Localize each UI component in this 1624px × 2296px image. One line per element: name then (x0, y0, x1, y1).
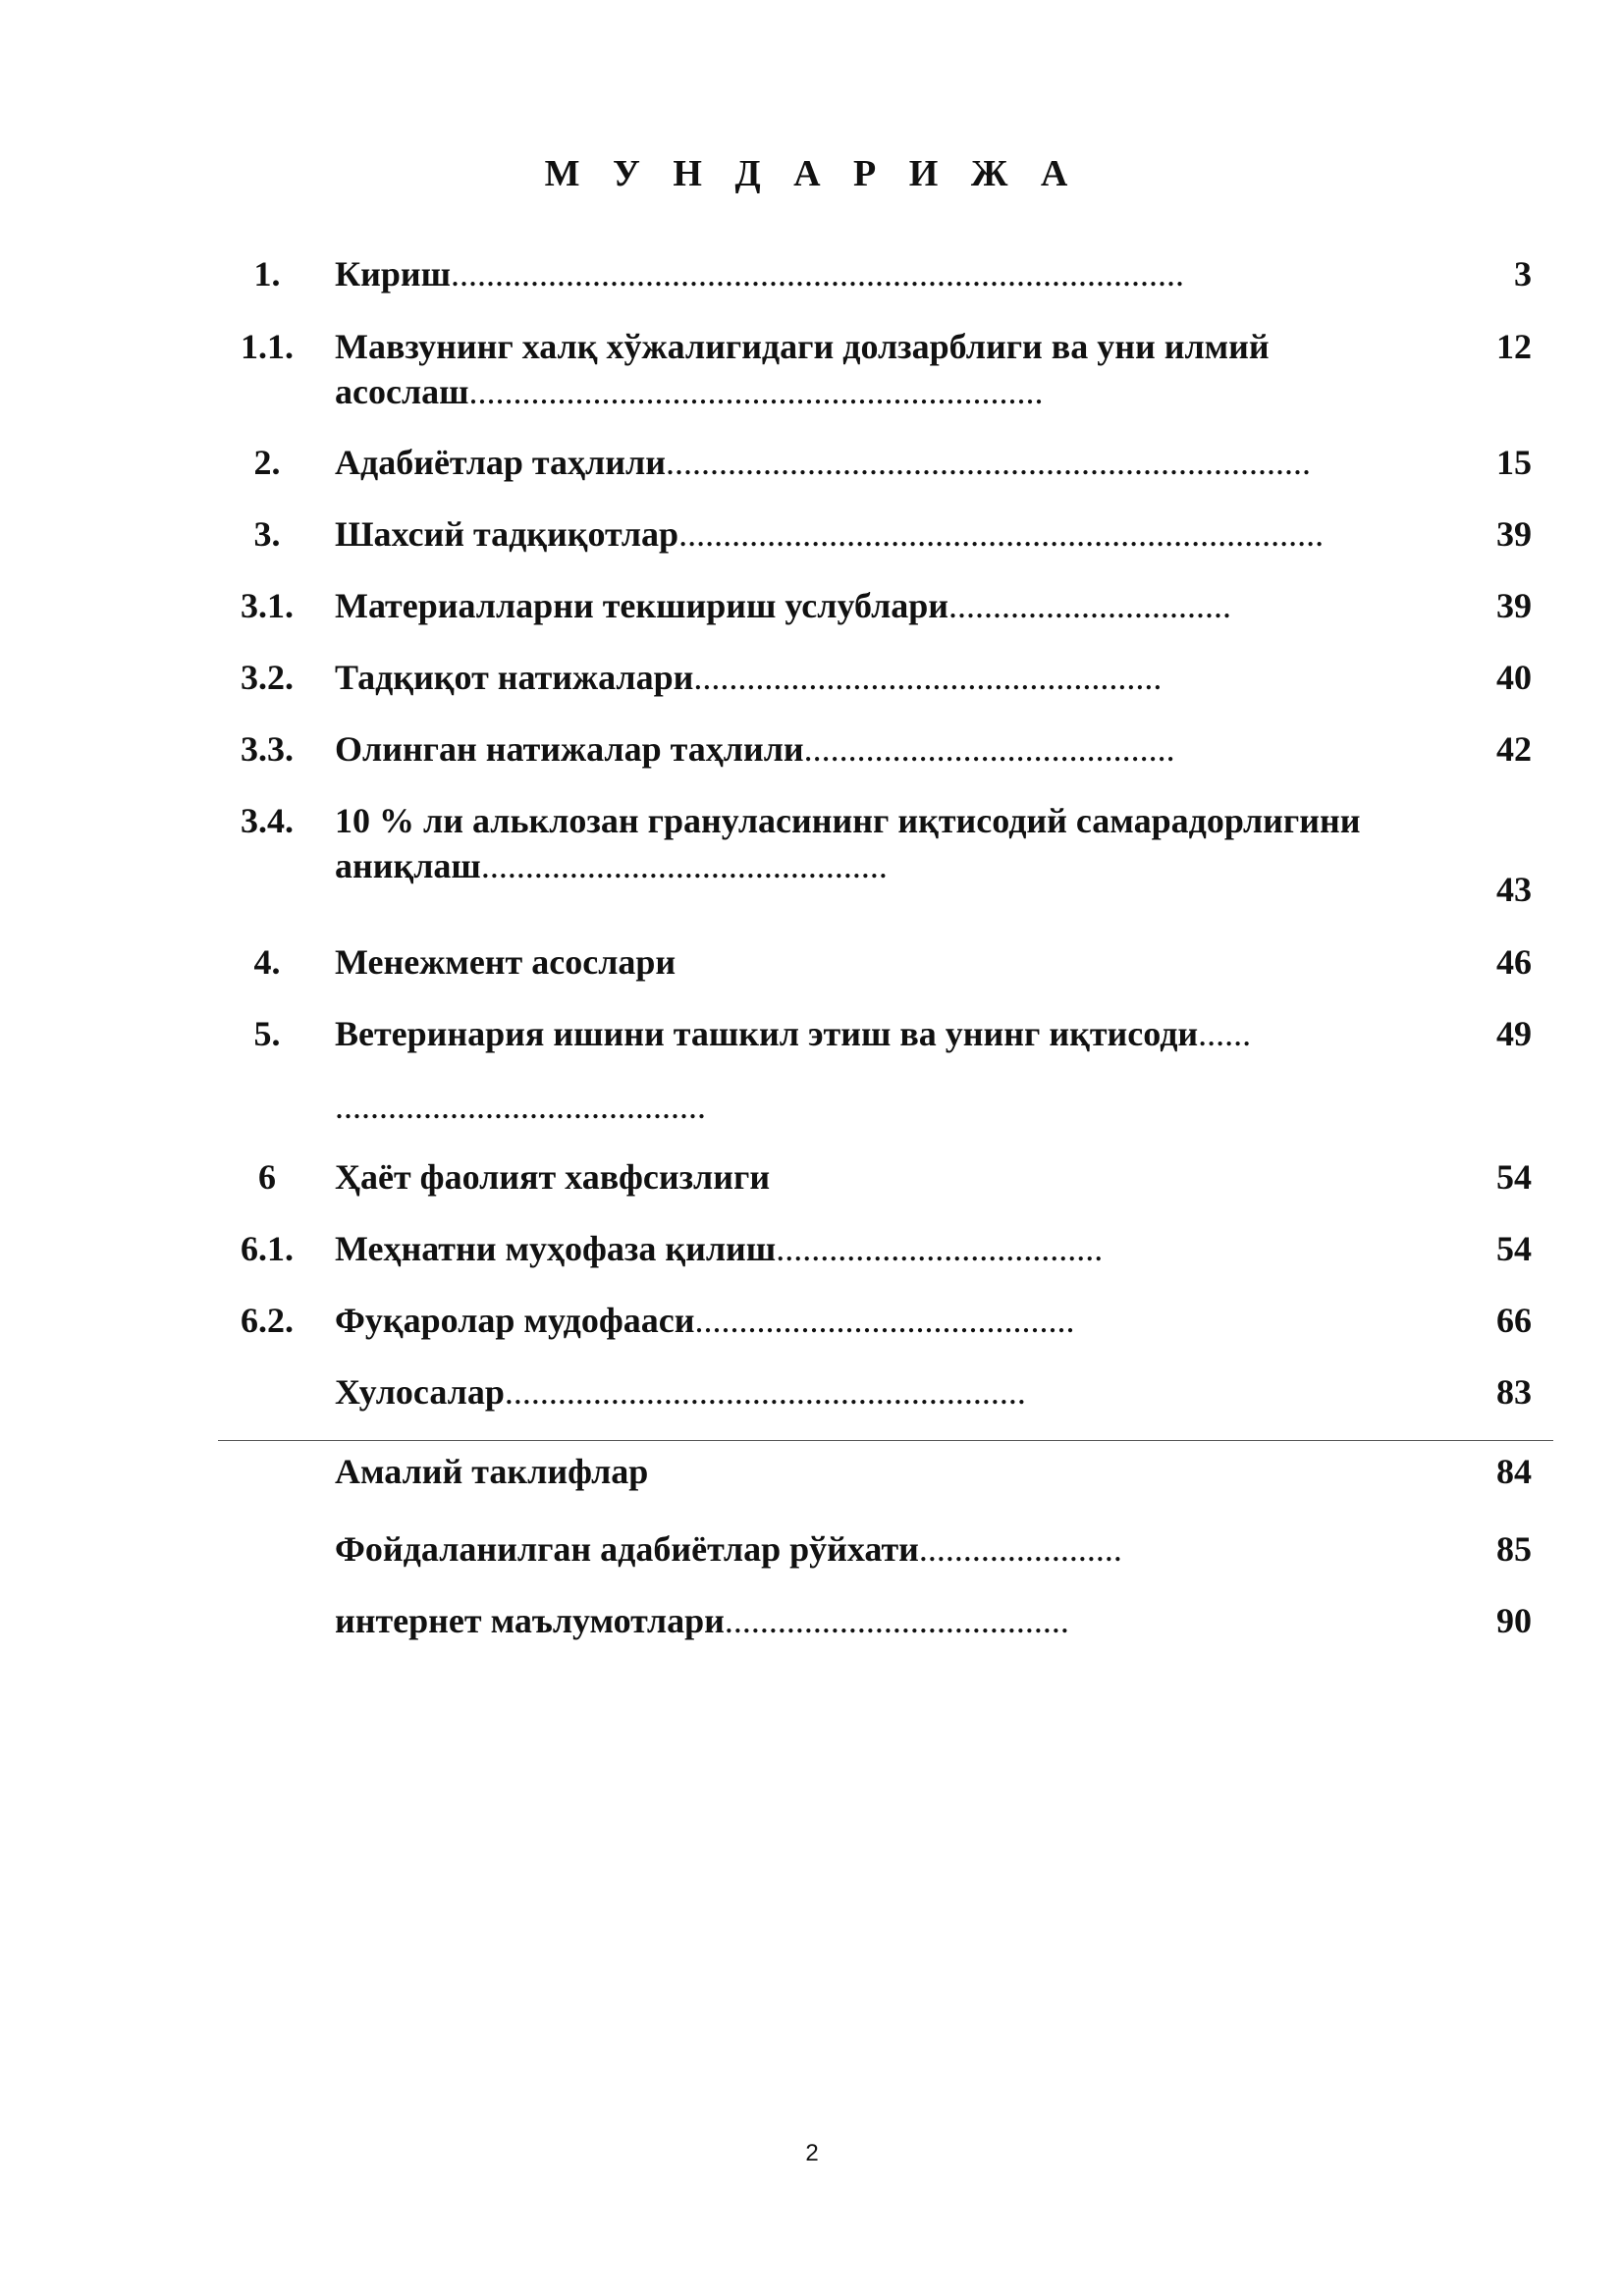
toc-entry-leader: ................................ (948, 586, 1232, 625)
toc-entry-label: Тадқиқот натижалари (335, 658, 694, 697)
toc-entry-label: Меҳнатни муҳофаза қилиш (335, 1229, 777, 1268)
toc-entry-number: 6.2. (241, 1301, 294, 1340)
toc-entry-page: 54 (1496, 1157, 1532, 1197)
toc-entry-leader-continued: .......................................... (335, 1087, 706, 1126)
toc-entry-number: 1.1. (241, 327, 294, 366)
toc-entry-page: 39 (1496, 586, 1532, 625)
toc-entry-leader: ...... (1198, 1014, 1252, 1053)
toc-entry-title (335, 1598, 1474, 1643)
toc-entry-page: 46 (1496, 942, 1532, 982)
toc-entry-label: Фуқаролар мудофааси (335, 1301, 695, 1340)
toc-entry-label: Фойдаланилган адабиётлар рўйхати (335, 1529, 919, 1569)
toc-entry-number: 4. (253, 942, 281, 982)
toc-entry-title (335, 1226, 1474, 1271)
toc-entry-page: 84 (1496, 1452, 1532, 1491)
toc-entry-page: 90 (1496, 1601, 1532, 1640)
table-divider-line (218, 1440, 1553, 1441)
toc-entry-title (335, 583, 1474, 628)
toc-entry-number: 2. (253, 443, 281, 482)
toc-entry-page: 83 (1496, 1372, 1532, 1412)
toc-entry-leader: ....................................... (724, 1601, 1069, 1640)
toc-entry-label: Адабиётлар таҳлили (335, 443, 666, 482)
toc-entry-title (335, 440, 1474, 485)
toc-entry-page: 49 (1496, 1014, 1532, 1053)
toc-entry-label: Амалий таклифлар (335, 1452, 649, 1491)
toc-entry-title (335, 798, 1474, 888)
toc-entry-label: 10 % ли альклозан грануласининг иқтисодий самарадорлигини (335, 801, 1361, 840)
toc-entry-label: Ветеринария ишини ташкил этиш ва унинг иқтисоди (335, 1014, 1199, 1053)
toc-entry-page: 54 (1496, 1229, 1532, 1268)
toc-entry-label: Хулосалар (335, 1372, 505, 1412)
toc-entry-title (335, 726, 1474, 772)
toc-entry-leader: ......................................................................... (665, 443, 1311, 482)
toc-entry-number: 3.3. (241, 729, 294, 769)
toc-entry-number: 6 (258, 1157, 276, 1197)
toc-entry-label: Шахсий тадқиқотлар (335, 514, 679, 554)
toc-entry-title (335, 1449, 1474, 1494)
toc-entry-number: 3.4. (241, 801, 294, 840)
toc-entry-title (335, 1526, 1474, 1572)
toc-entry-label: Ҳаёт фаолият хавфсизлиги (335, 1157, 771, 1197)
toc-entry-number: 3. (253, 514, 281, 554)
toc-entry-page: 15 (1496, 443, 1532, 482)
toc-entry-leader: ................................................................................... (451, 254, 1185, 294)
toc-entry-title (335, 1011, 1474, 1129)
toc-entry-number: 1. (253, 254, 281, 294)
toc-entry-page: 3 (1514, 254, 1532, 294)
toc-entry-title (335, 1154, 1474, 1200)
toc-entry-number: 3.2. (241, 658, 294, 697)
toc-entry-label: Кириш (335, 254, 452, 294)
toc-entry-page: 66 (1496, 1301, 1532, 1340)
toc-entry-leader: ..................................... (776, 1229, 1104, 1268)
toc-entry-label: Менежмент асослари (335, 942, 677, 982)
page-number: 2 (805, 2140, 819, 2166)
toc-entry-label: Олинган натижалар таҳлили (335, 729, 804, 769)
toc-entry-label-continued: аниқлаш (335, 846, 481, 885)
toc-entry-number: 3.1. (241, 586, 294, 625)
toc-title: М У Н Д А Р И Ж А (544, 153, 1080, 194)
toc-entry-leader: ........................................... (694, 1301, 1075, 1340)
toc-entry-leader: ....................... (918, 1529, 1122, 1569)
toc-entry-label: Мавзунинг халқ хўжалигидаги долзарблиги ва уни илмий (335, 327, 1270, 366)
toc-entry-leader: .............................................. (480, 846, 888, 885)
toc-entry-title (335, 511, 1474, 557)
toc-entry-title (335, 939, 1474, 985)
toc-entry-title (335, 324, 1474, 414)
toc-entry-title (335, 251, 1474, 296)
toc-entry-label-continued: асослаш (335, 372, 469, 411)
toc-entry-label: Материалларни текшириш услублари (335, 586, 949, 625)
toc-entry-page: 39 (1496, 514, 1532, 554)
toc-entry-leader: ................................................................. (468, 372, 1044, 411)
toc-entry-page: 40 (1496, 658, 1532, 697)
toc-entry-title (335, 1298, 1474, 1343)
toc-entry-leader: ......................................................................... (678, 514, 1325, 554)
toc-entry-number: 5. (253, 1014, 281, 1053)
toc-entry-label: интернет маълумотлари (335, 1601, 725, 1640)
toc-entry-page: 12 (1496, 327, 1532, 366)
toc-entry-title (335, 655, 1474, 700)
toc-entry-number: 6.1. (241, 1229, 294, 1268)
toc-entry-leader: ..................................................... (693, 658, 1163, 697)
toc-entry-leader: .......................................... (803, 729, 1175, 769)
toc-entry-page: 42 (1496, 729, 1532, 769)
toc-entry-page: 43 (1496, 870, 1532, 909)
toc-entry-leader: ........................................................... (504, 1372, 1026, 1412)
toc-entry-title (335, 1369, 1474, 1415)
toc-entry-page: 85 (1496, 1529, 1532, 1569)
